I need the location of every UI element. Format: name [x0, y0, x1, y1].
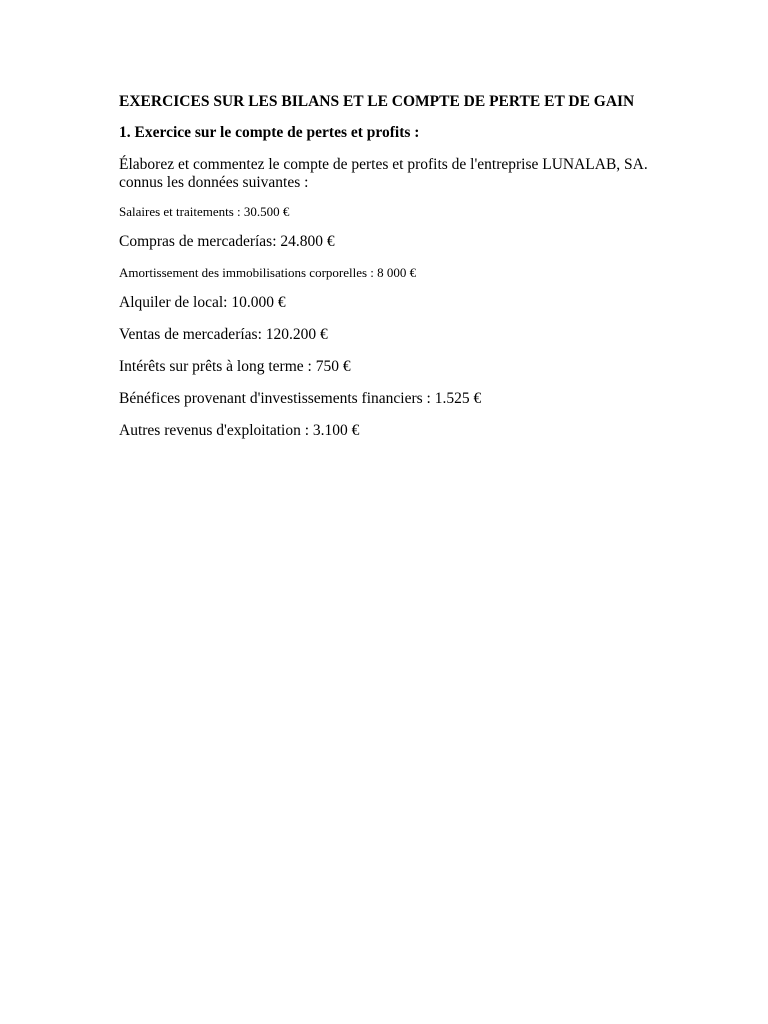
data-item-compras: Compras de mercaderías: 24.800 €: [119, 233, 335, 250]
data-item-benefices: Bénéfices provenant d'investissements financiers : 1.525 €: [119, 390, 482, 407]
data-item-autres-revenus: Autres revenus d'exploitation : 3.100 €: [119, 422, 360, 439]
data-item-salaires: Salaires et traitements : 30.500 €: [119, 204, 290, 219]
intro-line: connus les données suivantes :: [119, 174, 309, 191]
data-item-interets: Intérêts sur prêts à long terme : 750 €: [119, 358, 351, 375]
data-item-amortissement: Amortissement des immobilisations corporelles : 8 000 €: [119, 265, 417, 280]
intro-line: Élaborez et commentez le compte de pertes et profits de l'entreprise LUNALAB, SA.: [119, 156, 648, 173]
data-item-alquiler: Alquiler de local: 10.000 €: [119, 294, 286, 311]
document-content: [119, 93, 719, 440]
section-heading: 1. Exercice sur le compte de pertes et profits :: [119, 124, 420, 141]
intro-paragraph: [119, 156, 719, 192]
data-item-ventas: Ventas de mercaderías: 120.200 €: [119, 326, 328, 343]
document-title: EXERCICES SUR LES BILANS ET LE COMPTE DE PERTE ET DE GAIN: [119, 93, 635, 110]
